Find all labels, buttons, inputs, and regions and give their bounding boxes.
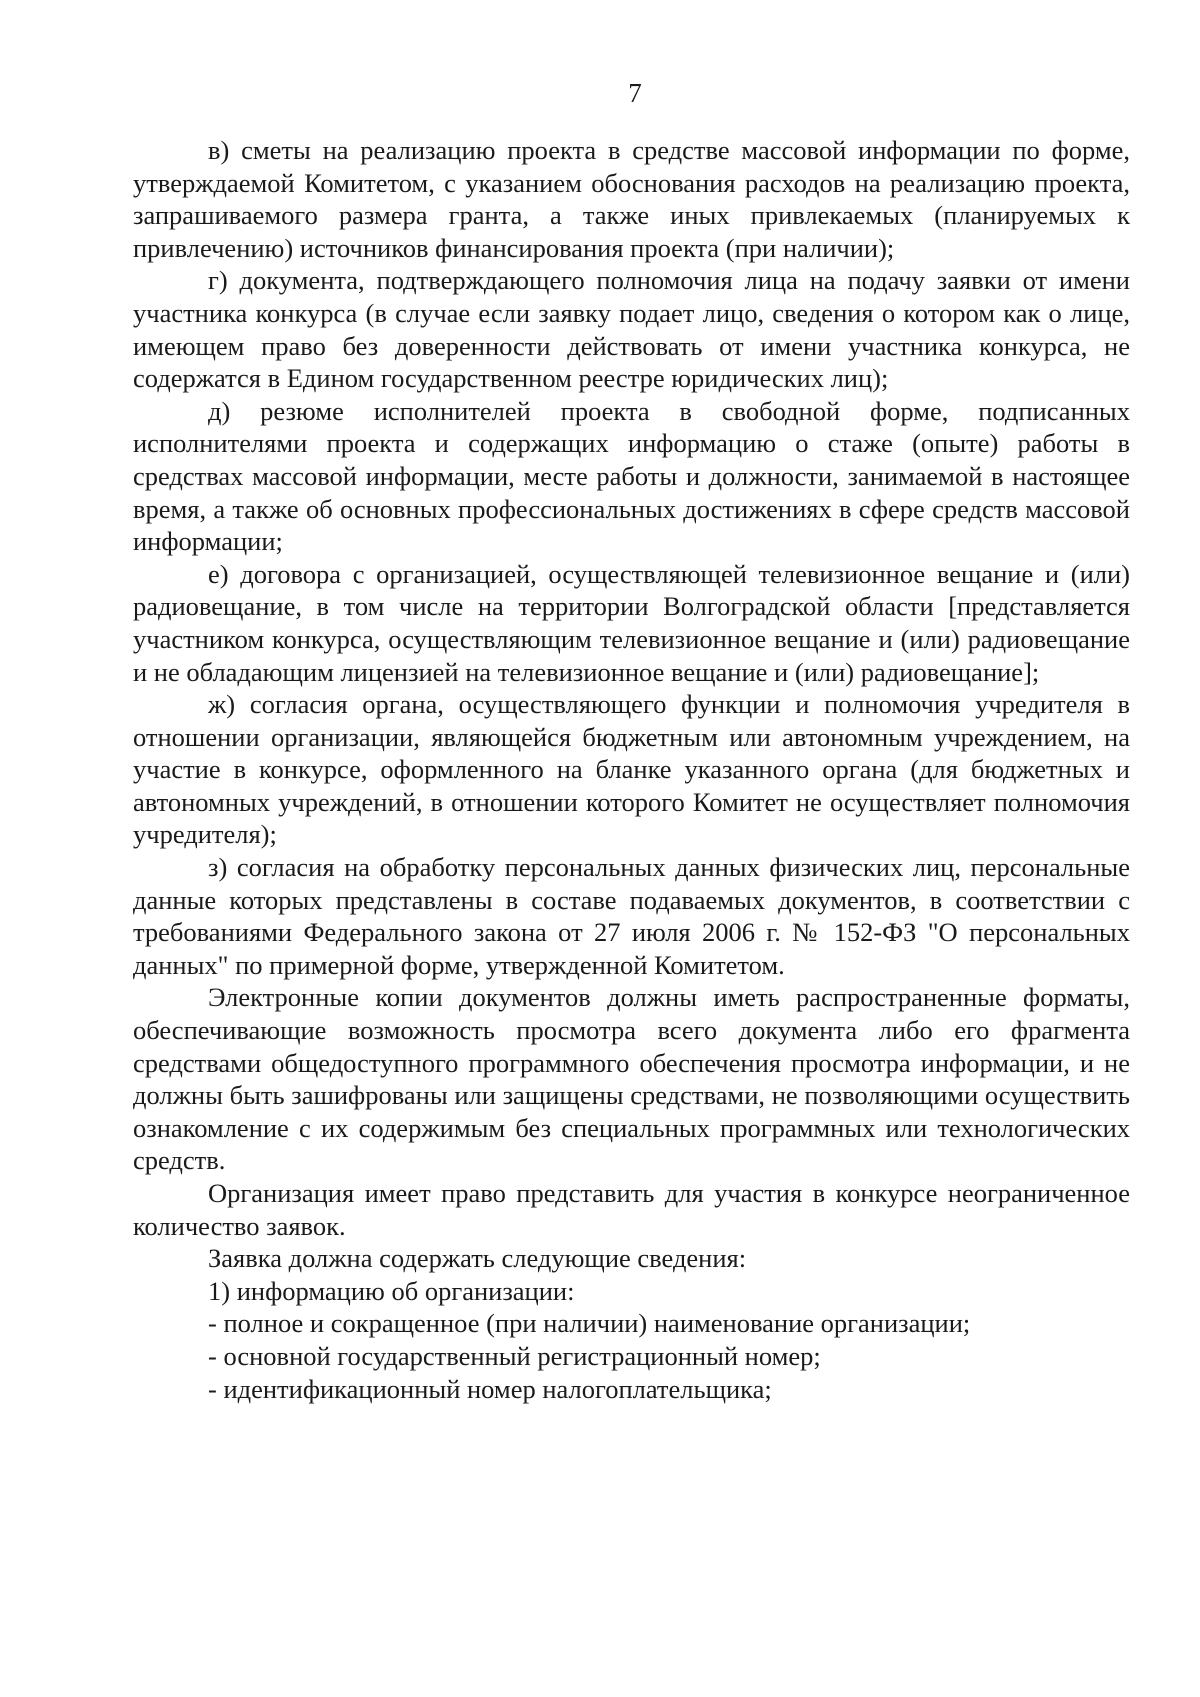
paragraph-electronic-copies: Электронные копии документов должны иметь распространенные форматы, обеспечивающие возможность просмотра всего документа либо его фрагмента средствами общедоступного программного обеспечения просмотра информации, и не должны быть зашифрованы или защищены средствами, не позволяющими осуществить ознакомление с их содержимым без специальных программных или технологических средств. — [133, 982, 1130, 1176]
paragraph-application-contents: Заявка должна содержать следующие сведения: — [208, 1243, 747, 1274]
paragraph-broadcast-contract: е) договора с организацией, осуществляющей телевизионное вещание и (или) радиовещание, в том числе на территории Волгоградской области [представляется участником конкурса, осуществляющим телевизионное вещание и (или) радиовещание и не обладающим лицензией на телевизионное вещание и (или) радиовещание]; — [133, 558, 1130, 687]
list-item-registration-number: - основной государственный регистрационный номер; — [208, 1340, 821, 1371]
list-item-organization-name: - полное и сокращенное (при наличии) наименование организации; — [208, 1308, 971, 1339]
paragraph-authority-document: г) документа, подтверждающего полномочия лица на подачу заявки от имени участника конкурса (в случае если заявку подает лицо, сведения о котором как о лице, имеющем право без доверенности действовать от имени участника конкурса, не содержатся в Едином государственном реестре юридических лиц); — [133, 265, 1130, 394]
page-number: 7 — [628, 78, 642, 108]
paragraph-estimate: в) сметы на реализацию проекта в средстве массовой информации по форме, утверждаемой Комитетом, с указанием обоснования расходов на реализацию проекта, запрашиваемого размера гранта, а также иных привлекаемых (планируемых к привлечению) источников финансирования проекта (при наличии); — [133, 135, 1130, 263]
list-item-organization-info: 1) информацию об организации: — [208, 1275, 575, 1306]
paragraph-founder-consent: ж) согласия органа, осуществляющего функции и полномочия учредителя в отношении организации, являющейся бюджетным или автономным учреждением, на участие в конкурсе, оформленного на бланке указанного органа (для бюджетных и автономных учреждений, в отношении которого Комитет не осуществляет полномочия учредителя); — [133, 689, 1130, 850]
list-item-taxpayer-number: - идентификационный номер налогоплательщика; — [208, 1373, 772, 1404]
paragraph-unlimited-applications: Организация имеет право представить для участия в конкурсе неограниченное количество заявок. — [133, 1178, 1130, 1241]
paragraph-personal-data-consent: з) согласия на обработку персональных данных физических лиц, персональные данные которых представлены в составе подаваемых документов, в соответствии с требованиями Федерального закона от 27 июля 2006 г. № 152-ФЗ "О персональных данных" по примерной форме, утвержденной Комитетом. — [133, 852, 1130, 980]
paragraph-resume: д) резюме исполнителей проекта в свободной форме, подписанных исполнителями проекта и содержащих информацию о стаже (опыте) работы в средствах массовой информации, месте работы и должности, занимаемой в настоящее время, а также об основных профессиональных достижениях в сфере средств массовой информации; — [133, 395, 1130, 557]
document-body — [133, 134, 1130, 1405]
